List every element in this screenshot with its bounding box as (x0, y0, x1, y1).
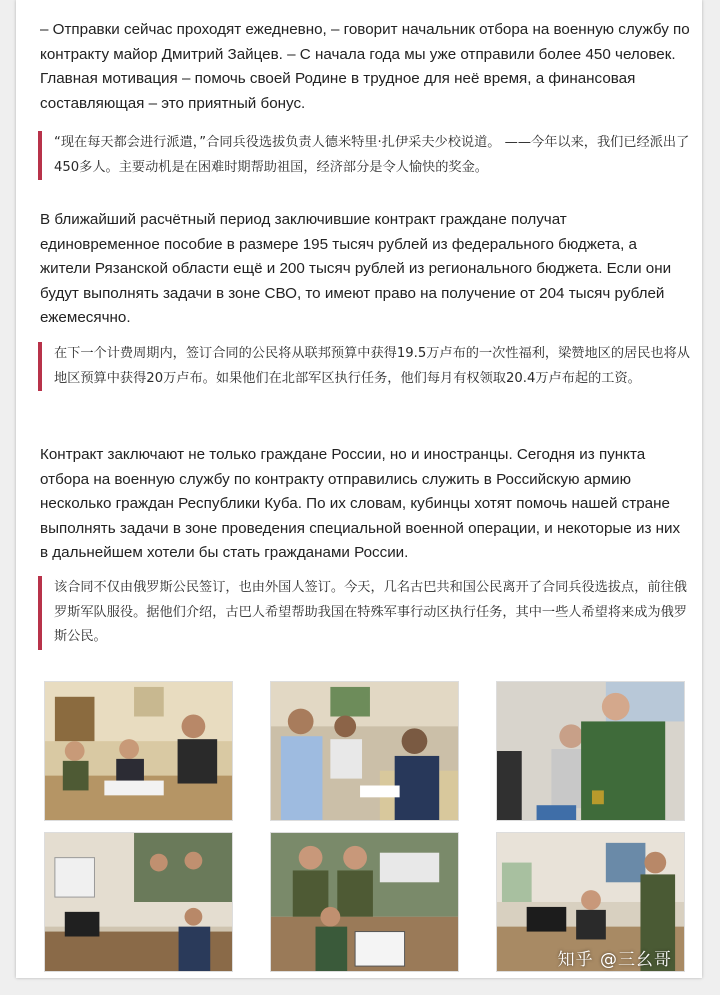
photo-cuban-volunteers-signing (270, 681, 459, 821)
paragraph-ru-2: В ближайший расчётный период заключившие контракт граждане получат единовременное пособие в размере 195 тысяч рублей из федерального бюджета, а жители Рязанской области ещё и 200 тысяч рублей из регионального бюджета. Если они будут выполнять задачи в зоне СВО, то имеют право на получение от 204 тысяч рублей ежемесячно. (40, 211, 672, 326)
paragraph-ru-3: Контракт заключают не только граждане России, но и иностранцы. Сегодня из пункта отбора на военную службу по контракту отправились служить в Российскую армию несколько граждан Республики Куба. По их словам, кубинцы хотят помочь нашей стране выполнять задачи в зоне проведения специальной военной операции, и некоторые из них в дальнейшем хотели бы стать гражданами России. (40, 446, 681, 561)
photo-recruits-at-desk (44, 681, 233, 821)
quote-zh-3: 该合同不仅由俄罗斯公民签订，也由外国人签订。今天，几名古巴共和国公民离开了合同兵役选拔点，前往俄罗斯军队服役。据他们介绍，古巴人希望帮助我国在特殊军事行动区执行任务，其中一些人希望将来成为俄罗斯公民。 (38, 576, 690, 650)
quote-zh-1: “现在每天都会进行派遣，”合同兵役选拔负责人德米特里·扎伊采夫少校说道。 ——今年以来，我们已经派出了450多人。主要动机是在困难时期帮助祖国，经济部分是令人愉快的奖金。 (38, 131, 690, 180)
quote-zh-2: 在下一个计费周期内，签订合同的公民将从联邦预算中获得19.5万卢布的一次性福利，梁赞地区的居民也将从地区预算中获得20万卢布。如果他们在北部军区执行任务，他们每月有权领取20.4万卢布起的工资。 (38, 342, 690, 391)
photo-officer-with-documents (270, 832, 459, 972)
photo-office-with-posters (44, 832, 233, 972)
photo-officer-explaining (496, 681, 685, 821)
paragraph-ru-1: – Отправки сейчас проходят ежедневно, – говорит начальник отбора на военную службу по контракту майор Дмитрий Зайцев. – С начала года мы уже отправили более 450 человек. Главная мотивация – помочь своей Родине в трудное для неё время, а финансовая составляющая – это приятный бонус. (40, 21, 690, 112)
zhihu-watermark: 知乎 @三幺哥 (557, 950, 672, 970)
article-page (16, 0, 702, 978)
